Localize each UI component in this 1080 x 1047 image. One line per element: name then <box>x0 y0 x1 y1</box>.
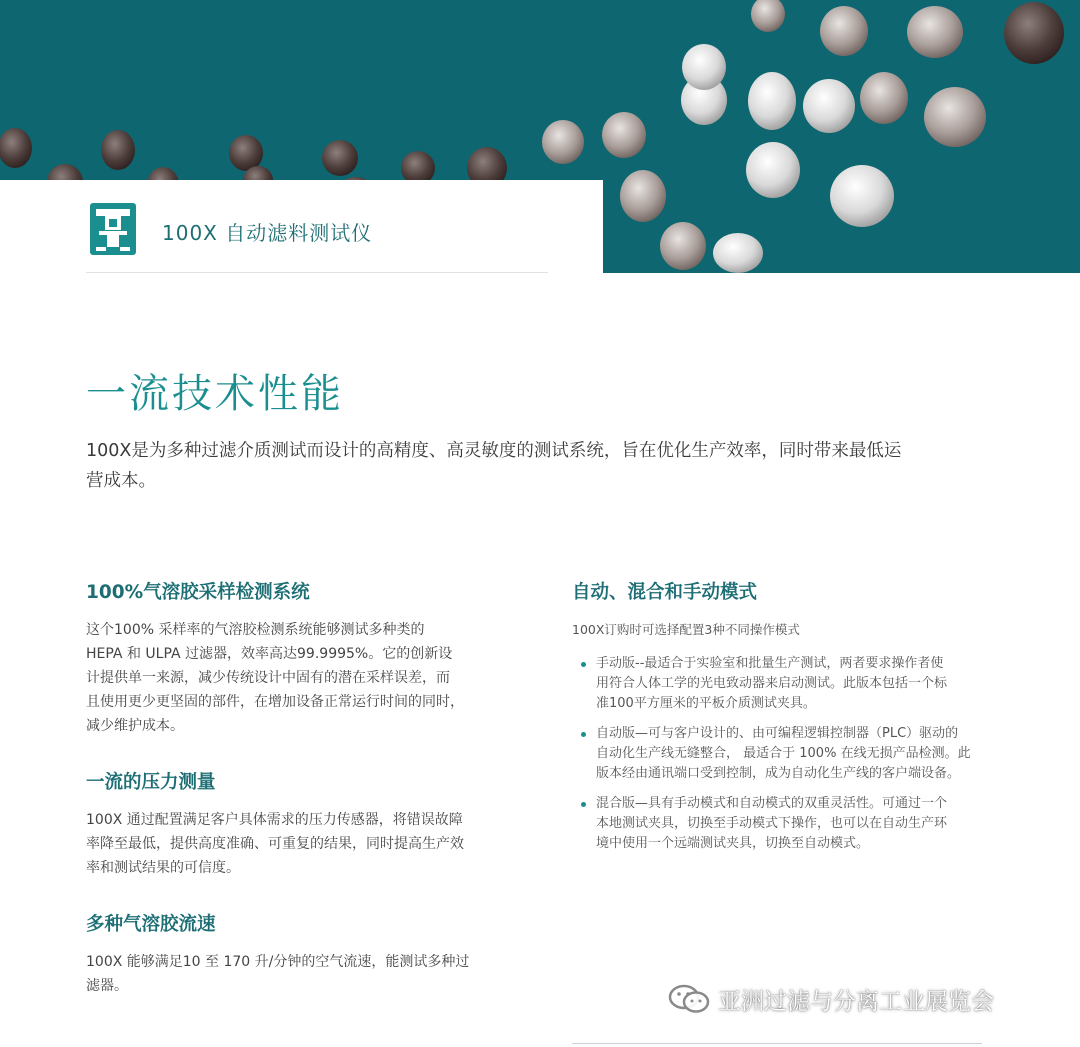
title-divider <box>86 272 548 273</box>
list-item <box>572 794 992 854</box>
intro-line: 100X是为多种过滤介质测试而设计的高精度、高灵敏度的测试系统，旨在优化生产效率，同时带来最低运 <box>86 441 902 461</box>
section-title: 自动、混合和手动模式 <box>572 582 758 603</box>
bullet-dot-icon <box>581 802 586 807</box>
body-line: 率降至最低，提供高度准确、可重复的结果，同时提高生产效 <box>86 836 464 852</box>
decorative-dot <box>682 44 726 90</box>
decorative-dot <box>322 140 358 176</box>
bottom-divider <box>572 1043 982 1044</box>
item-line: 准100平方厘米的平板介质测试夹具。 <box>596 696 816 711</box>
modes-list <box>572 654 992 854</box>
body-line: 且使用更少更坚固的部件，在增加设备正常运行时间的同时， <box>86 694 464 710</box>
modes-subnote: 100X订购时可选择配置3种不同操作模式 <box>572 622 800 637</box>
decorative-dot <box>542 120 584 164</box>
section-title: 多种气溶胶流速 <box>86 914 216 935</box>
decorative-dot <box>803 79 855 133</box>
decorative-dot <box>620 170 666 222</box>
list-item <box>572 724 992 784</box>
item-line: 手动版--最适合于实验室和批量生产测试，两者要求操作者使 <box>596 656 944 671</box>
section-aerosol-flow-rates <box>86 910 506 998</box>
bullet-dot-icon <box>581 732 586 737</box>
decorative-dot <box>830 165 894 227</box>
section-operation-modes <box>572 578 992 864</box>
body-line: 100X 通过配置满足客户具体需求的压力传感器，将错误故障 <box>86 812 463 828</box>
section-title: 一流的压力测量 <box>86 772 216 793</box>
body-line: 率和测试结果的可信度。 <box>86 860 240 876</box>
decorative-dot <box>748 72 796 130</box>
product-title: 100X 自动滤料测试仪 <box>162 221 373 245</box>
decorative-dot <box>860 72 908 124</box>
list-item <box>572 654 992 714</box>
item-line: 自动化生产线无缝整合， 最适合于 100% 在线无损产品检测。此 <box>596 746 971 761</box>
watermark <box>668 982 994 1016</box>
item-line: 本地测试夹具，切换至手动模式下操作，也可以在自动生产环 <box>596 816 948 831</box>
decorative-dot <box>602 112 646 158</box>
page-heading: 一流技术性能 <box>86 371 344 417</box>
body-line: 减少维护成本。 <box>86 718 184 734</box>
decorative-dot <box>229 135 263 171</box>
decorative-dot <box>1004 2 1064 64</box>
intro-line: 营成本。 <box>86 471 156 491</box>
decorative-dot <box>660 222 706 270</box>
section-body <box>86 950 506 998</box>
item-line: 境中使用一个远端测试夹具，切换至自动模式。 <box>596 836 870 851</box>
decorative-dot <box>924 87 986 147</box>
section-body <box>86 808 506 880</box>
decorative-dot <box>0 128 32 168</box>
body-line: 这个100% 采样率的气溶胶检测系统能够测试多种类的 <box>86 622 425 638</box>
decorative-dot <box>746 142 800 198</box>
item-line: 用符合人体工学的光电致动器来启动测试。此版本包括一个标 <box>596 676 948 691</box>
decorative-dot <box>820 6 868 56</box>
filter-tester-icon <box>90 203 136 255</box>
item-line: 自动版—可与客户设计的、由可编程逻辑控制器（PLC）驱动的 <box>596 726 959 741</box>
intro-paragraph <box>86 436 996 496</box>
body-line: 滤器。 <box>86 978 128 994</box>
section-title: 100%气溶胶采样检测系统 <box>86 582 310 603</box>
decorative-dot <box>907 6 963 58</box>
body-line: 计提供单一来源，减少传统设计中固有的潜在采样误差，而 <box>86 670 450 686</box>
watermark-text: 亚洲过滤与分离工业展览会 <box>718 988 994 1015</box>
item-line: 版本经由通讯端口受到控制，成为自动化生产线的客户端设备。 <box>596 766 961 781</box>
body-line: 100X 能够满足10 至 170 升/分钟的空气流速，能测试多种过 <box>86 954 470 970</box>
section-aerosol-sampling <box>86 578 506 738</box>
decorative-dot <box>713 233 763 273</box>
section-body <box>86 618 506 738</box>
section-pressure-measurement <box>86 768 506 880</box>
decorative-dot <box>751 0 785 32</box>
wechat-icon <box>668 983 710 1015</box>
decorative-dot <box>101 130 135 170</box>
item-line: 混合版—具有手动模式和自动模式的双重灵活性。可通过一个 <box>596 796 948 811</box>
body-line: HEPA 和 ULPA 过滤器，效率高达99.9995%。它的创新设 <box>86 646 453 662</box>
bullet-dot-icon <box>581 662 586 667</box>
